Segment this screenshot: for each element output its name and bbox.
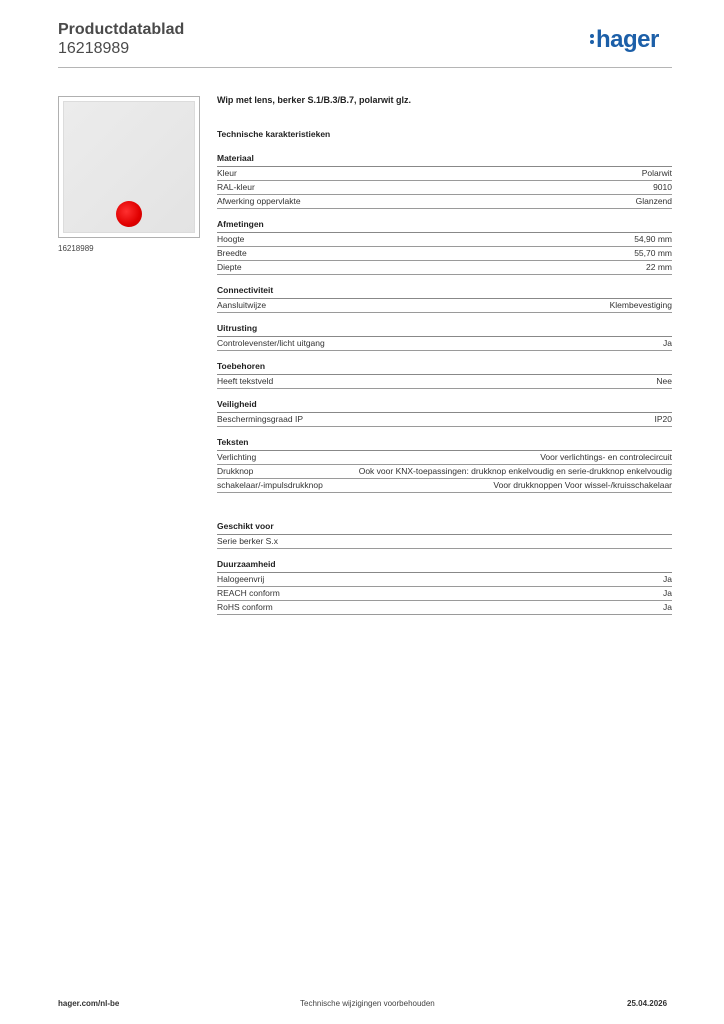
spec-row: [217, 413, 672, 427]
section-heading: Materiaal: [217, 153, 672, 167]
logo-dots-icon: [590, 32, 594, 46]
spec-value: 22 mm: [646, 262, 672, 272]
section-heading: Veiligheid: [217, 399, 672, 413]
logo-text: hager: [596, 26, 659, 53]
spec-sections: [217, 153, 672, 615]
spec-label: Serie berker S.x: [217, 536, 278, 546]
spec-row: [217, 375, 672, 389]
spec-row: [217, 479, 672, 493]
spec-value: Nee: [656, 376, 672, 386]
spec-row: [217, 573, 672, 587]
spec-value: Ja: [663, 588, 672, 598]
spec-value: [288, 535, 672, 548]
spec-row: [217, 465, 672, 479]
spec-label: Heeft tekstveld: [217, 376, 274, 386]
spec-value: Ja: [663, 574, 672, 584]
rocker-plate: [63, 101, 195, 233]
product-title: Wip met lens, berker S.1/B.3/B.7, polarwit glz.: [217, 95, 411, 105]
spec-label: Kleur: [217, 168, 237, 178]
section-heading: Duurzaamheid: [217, 559, 672, 573]
spec-label: REACH conform: [217, 588, 280, 598]
section-heading: Teksten: [217, 437, 672, 451]
spec-label: Afwerking oppervlakte: [217, 196, 301, 206]
spec-row: [217, 337, 672, 351]
red-lens-icon: [116, 201, 142, 227]
spec-row: [217, 587, 672, 601]
section-heading: Afmetingen: [217, 219, 672, 233]
section-spacer: [217, 493, 672, 511]
spec-row: [217, 195, 672, 209]
spec-label: Breedte: [217, 248, 247, 258]
spec-row: [217, 261, 672, 275]
spec-label: Verlichting: [217, 452, 257, 462]
footer-note: Technische wijzigingen voorbehouden: [300, 999, 435, 1008]
hager-logo: [590, 27, 659, 53]
spec-label: Beschermingsgraad IP: [217, 414, 303, 424]
spec-value: Voor drukknoppen Voor wissel-/kruisschakelaar: [493, 480, 672, 490]
spec-value: Glanzend: [635, 196, 672, 206]
spec-row: [217, 167, 672, 181]
spec-label: Drukknop: [217, 466, 254, 476]
product-number: 16218989: [58, 40, 130, 57]
spec-row: [217, 451, 672, 465]
spec-value: Klembevestiging: [609, 300, 672, 310]
spec-label: Diepte: [217, 262, 242, 272]
spec-label: schakelaar/-impulsdrukknop: [217, 480, 323, 490]
page-title: Productdatablad: [58, 21, 185, 38]
spec-value: 55,70 mm: [634, 248, 672, 258]
spec-value: 54,90 mm: [634, 234, 672, 244]
spec-content: [217, 92, 672, 615]
spec-label: RoHS conform: [217, 602, 273, 612]
spec-label: RAL-kleur: [217, 182, 255, 192]
section-heading: Connectiviteit: [217, 285, 672, 299]
header-divider: [58, 67, 672, 68]
spec-value: Polarwit: [641, 168, 672, 178]
spec-label: Aansluitwijze: [217, 300, 267, 310]
image-caption: 16218989: [58, 244, 94, 253]
section-heading: Geschikt voor: [217, 521, 672, 535]
spec-value: Ja: [663, 338, 672, 348]
spec-value: 9010: [653, 182, 672, 192]
spec-label: Halogeenvrij: [217, 574, 265, 584]
spec-label: Controlevenster/licht uitgang: [217, 338, 325, 348]
spec-row: [217, 299, 672, 313]
spec-label: Hoogte: [217, 234, 245, 244]
spec-row: [217, 535, 672, 549]
section-heading: Uitrusting: [217, 323, 672, 337]
spec-row: [217, 247, 672, 261]
spec-value: IP20: [654, 414, 672, 424]
tech-heading: Technische karakteristieken: [217, 129, 331, 139]
footer-website: hager.com/nl-be: [58, 999, 120, 1008]
spec-row: [217, 181, 672, 195]
footer-date: 25.04.2026: [627, 999, 668, 1008]
section-heading: Toebehoren: [217, 361, 672, 375]
spec-row: [217, 233, 672, 247]
spec-row: [217, 601, 672, 615]
spec-value: Ja: [663, 602, 672, 612]
product-image: [58, 96, 200, 238]
spec-value: Voor verlichtings- en controlecircuit: [540, 452, 672, 462]
spec-value: Ook voor KNX-toepassingen: drukknop enkelvoudig en serie-drukknop enkelvoudig: [358, 466, 672, 476]
